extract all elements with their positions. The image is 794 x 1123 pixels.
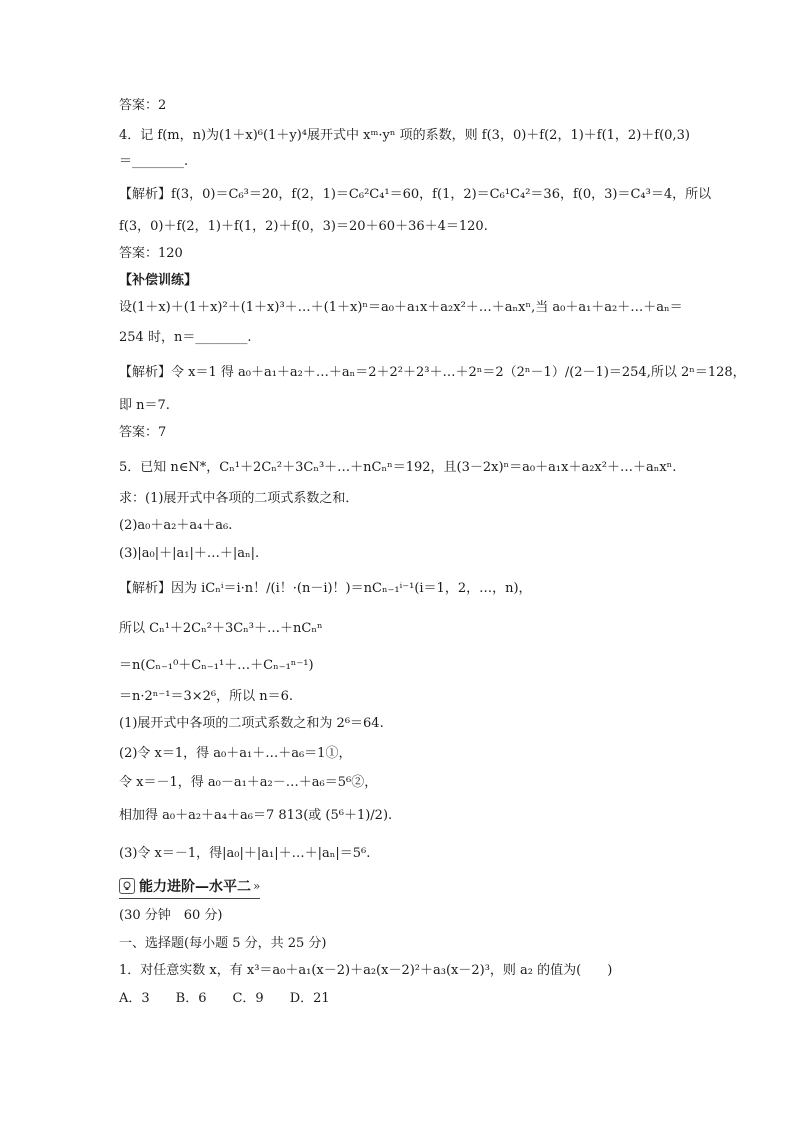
problem-4-line-1: 4．记 f(m，n)为(1＋x)⁶(1＋y)⁴展开式中 xᵐ·yⁿ 项的系数，则 f(3，0)＋f(2，1)＋f(1，2)＋f(0,3) <box>119 128 690 143</box>
time-line: (30 分钟 60 分) <box>119 908 223 923</box>
problem-5-line-3: (2)a₀＋a₂＋a₄＋a₆. <box>119 518 233 533</box>
solution-s-line-2: 即 n＝7. <box>119 398 170 413</box>
solution-5-line-7: 令 x＝－1，得 a₀－a₁＋a₂－…＋a₆＝5⁶②， <box>119 775 378 790</box>
answer-line: 答案：7 <box>119 425 167 440</box>
supplement-line-2: 254 时，n＝________. <box>119 330 252 345</box>
double-chevron-icon: » <box>253 879 261 893</box>
problem-4-line-2: ＝________. <box>119 154 189 169</box>
solution-5-line-1: 【解析】因为 iCₙⁱ＝i·n！/(i！·(n－i)！)＝nCₙ₋₁ⁱ⁻¹(i＝1，2，…，n)， <box>119 581 532 596</box>
solution-5-line-6: (2)令 x＝1，得 a₀＋a₁＋…＋a₆＝1①， <box>119 746 352 761</box>
supplement-heading: 【补偿训练】 <box>119 273 198 288</box>
solution-5-line-3: ＝n(Cₙ₋₁⁰＋Cₙ₋₁¹＋…＋Cₙ₋₁ⁿ⁻¹) <box>119 658 314 673</box>
solution-4-line-1: 【解析】f(3，0)＝C₆³＝20，f(2，1)＝C₆²C₄¹＝60，f(1，2)＝C₆¹C₄²＝36，f(0，3)＝C₄³＝4，所以 <box>119 187 712 202</box>
solution-5-line-8: 相加得 a₀＋a₂＋a₄＋a₆＝7 813(或 (5⁶＋1)/2). <box>119 808 393 823</box>
solution-5-line-2: 所以 Cₙ¹＋2Cₙ²＋3Cₙ³＋…＋nCₙⁿ <box>119 621 323 636</box>
solution-5-line-5: (1)展开式中各项的二项式系数之和为 2⁶＝64. <box>119 716 384 731</box>
supplement-line-1: 设(1＋x)＋(1＋x)²＋(1＋x)³＋…＋(1＋x)ⁿ＝a₀＋a₁x＋a₂x²＋…＋aₙxⁿ,当 a₀＋a₁＋a₂＋…＋aₙ＝ <box>119 300 683 315</box>
answer-line: 答案：120 <box>119 246 183 261</box>
solution-5-line-4: ＝n·2ⁿ⁻¹＝3×2⁶，所以 n＝6. <box>119 689 294 704</box>
question-1-line-1: 1．对任意实数 x，有 x³＝a₀＋a₁(x－2)＋a₂(x－2)²＋a₃(x－2)³，则 a₂ 的值为( ) <box>119 963 613 978</box>
question-1-options: A．3 B．6 C．9 D．21 <box>119 991 330 1006</box>
section-divider <box>119 898 260 899</box>
section-title: 能力进阶—水平二 <box>139 879 251 895</box>
section-header <box>119 875 260 897</box>
choice-heading: 一、选择题(每小题 5 分，共 25 分) <box>119 936 327 951</box>
problem-5-line-2: 求：(1)展开式中各项的二项式系数之和． <box>119 491 359 506</box>
solution-s-line-1: 【解析】令 x＝1 得 a₀＋a₁＋a₂＋…＋aₙ＝2＋2²＋2³＋…＋2ⁿ＝2（2ⁿ－1）/(2－1)＝254,所以 2ⁿ＝128， <box>119 365 746 380</box>
solution-5-line-9: (3)令 x＝－1，得|a₀|＋|a₁|＋…＋|aₙ|＝5⁶. <box>119 846 371 861</box>
solution-4-line-2: f(3，0)＋f(2，1)＋f(1，2)＋f(0，3)＝20＋60＋36＋4＝120. <box>119 219 488 234</box>
problem-5-line-4: (3)|a₀|＋|a₁|＋…＋|aₙ|. <box>119 546 260 561</box>
answer-line: 答案：2 <box>119 98 167 113</box>
problem-5-line-1: 5．已知 n∈N*，Cₙ¹＋2Cₙ²＋3Cₙ³＋…＋nCₙⁿ＝192，且(3－2x)ⁿ＝a₀＋a₁x＋a₂x²＋…＋aₙxⁿ. <box>119 460 677 475</box>
lightbulb-icon <box>119 878 135 894</box>
